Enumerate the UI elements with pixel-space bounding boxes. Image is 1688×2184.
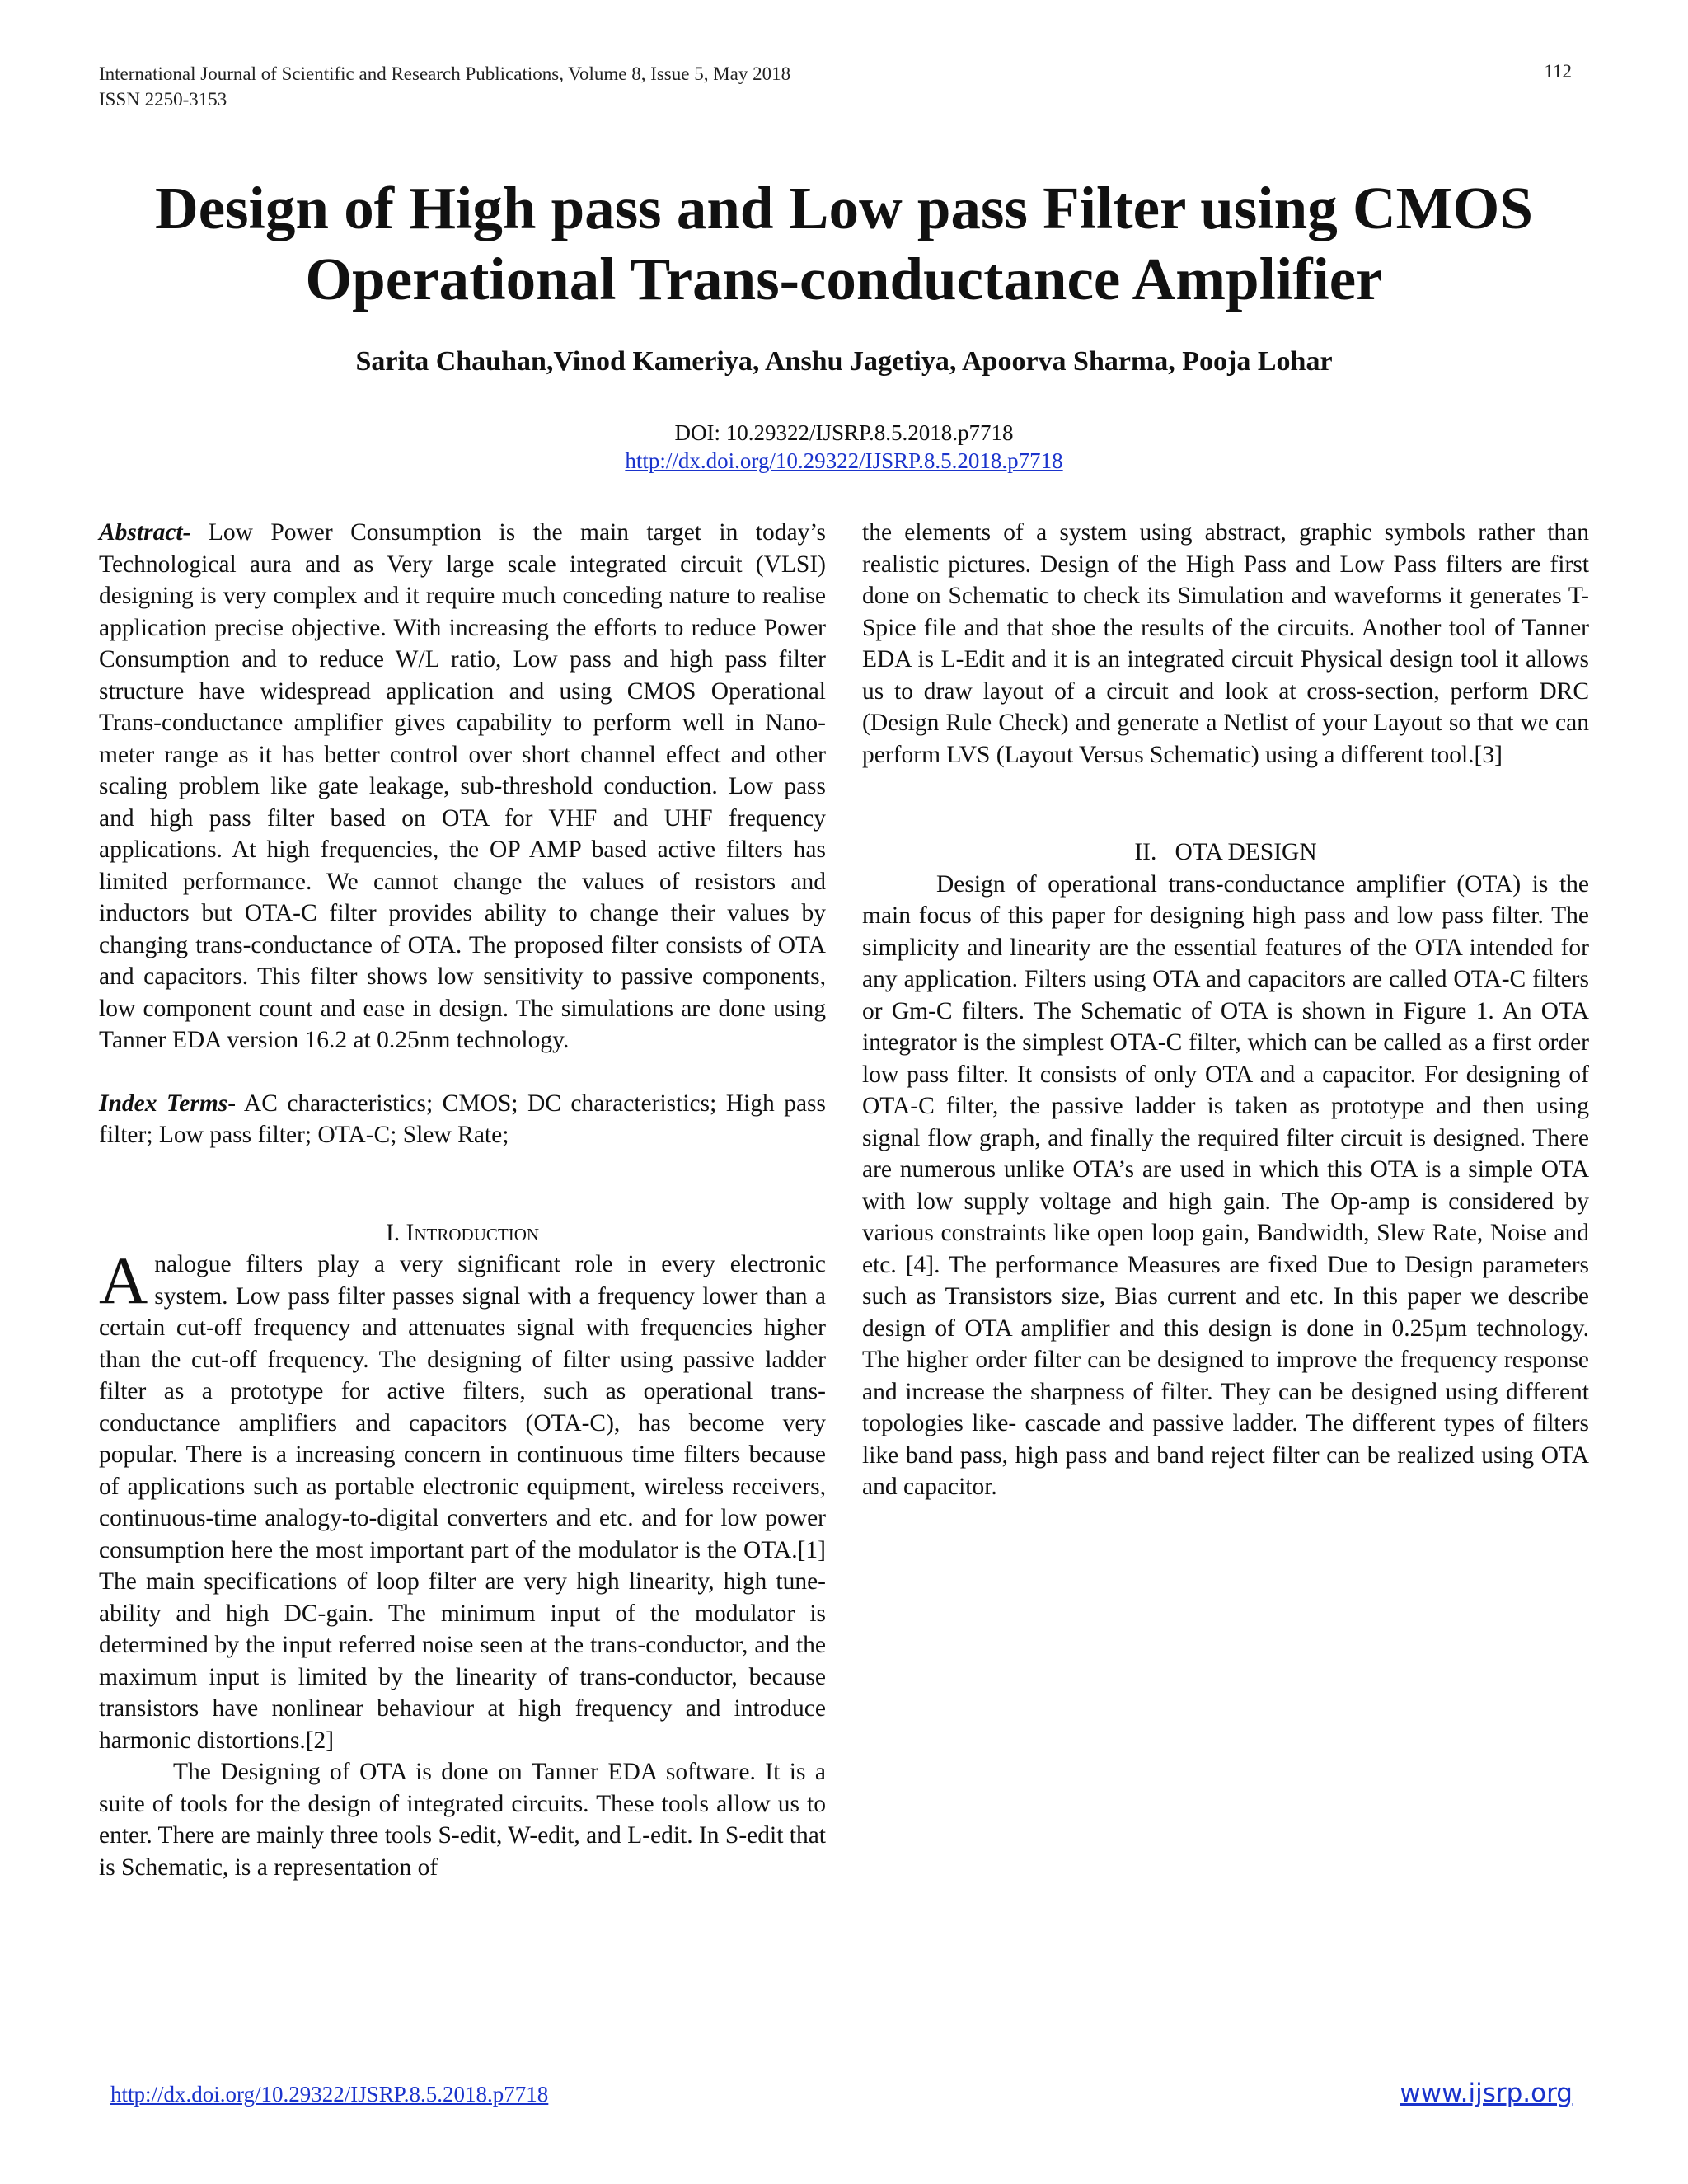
running-header — [99, 61, 790, 112]
intro-paragraph-2: The Designing of OTA is done on Tanner EDA software. It is a suite of tools for the design of integrated circuits. These tools allow us to enter. There are mainly three tools S-edit, W-edit, and L-edit. In S-edit that is Schematic, is a representation of — [99, 1759, 827, 1881]
author-list: Sarita Chauhan,Vinod Kameriya, Anshu Jagetiya, Apoorva Sharma, Pooja Lohar — [355, 346, 1333, 377]
title-line-2: Operational Trans-conductance Amplifier — [305, 246, 1383, 312]
section-title: Introduction — [406, 1219, 540, 1246]
intro-paragraph-2-continued: the elements of a system using abstract, graphic symbols rather than realistic pictures. Design of the High Pass and Low Pass filters are first done on Schematic to check its Simulation and waveforms it generates T-Spice file and that shoe the results of the circuits. Another tool of Tanner EDA is L-Edit and it is an integrated circuit Physical design tool it allows us to draw layout of a circuit and look at cross-section, perform DRC (Design Rule Check) and generate a Netlist of your Layout so that we can perform LVS (Layout Versus Schematic) using a different tool.[3] — [862, 519, 1589, 768]
abstract-label: Abstract- — [99, 519, 191, 546]
abstract — [99, 517, 826, 1057]
section-title: OTA DESIGN — [1175, 839, 1317, 865]
ota-design-paragraph: Design of operational trans-conductance amplifier (OTA) is the main focus of this paper for designing high pass and low pass filter. The simplicity and linearity are the essential features of the OTA intended for any application. Filters using OTA and capacitors are called OTA-C filters or Gm-C filters. The Schematic of OTA is shown in Figure 1. An OTA integrator is the simplest OTA-C filter, which can be called as a first order low pass filter. It consists of only OTA and a capacitor. For designing of OTA-C filter, the passive ladder is taken as prototype and then using signal flow graph, and finally the required filter circuit is designed. There are numerous unlike OTA’s are used in which this OTA is a simple OTA with low supply voltage and high gain. The Op-amp is considered by various constraints like open loop gain, Bandwidth, Slew Rate, Noise and etc. [4]. The performance Measures are fixed Due to Design parameters such as Transistors size, Bias current and etc. In this paper we describe design of OTA amplifier and this design is done in 0.25µm technology. The higher order filter can be designed to improve the frequency response and increase the sharpness of filter. They can be designed using different topologies like- cascade and passive ladder. The different types of filters like band pass, high pass and band reject filter can be realized using OTA and capacitor. — [862, 870, 1589, 1500]
intro-paragraph-1 — [99, 1243, 826, 1756]
section-number: II. — [1134, 839, 1157, 865]
index-terms-text: - AC characteristics; CMOS; DC characteristics; High pass filter; Low pass filter; OTA-C; Slew Rate; — [99, 1090, 826, 1148]
journal-line: International Journal of Scientific and Research Publications, Volume 8, Issue 5, May 2018 — [99, 63, 791, 84]
index-terms-label: Index Terms — [99, 1090, 228, 1117]
title-line-1: Design of High pass and Low pass Filter using CMOS — [155, 175, 1533, 241]
doi-block — [99, 419, 1589, 475]
page-number: 112 — [1544, 61, 1572, 82]
index-terms — [99, 1088, 826, 1151]
issn: ISSN 2250-3153 — [99, 89, 227, 110]
footer-doi-link[interactable]: http://dx.doi.org/10.29322/IJSRP.8.5.2018.p7718 — [110, 2082, 549, 2107]
abstract-text: Low Power Consumption is the main target in today’s Technological aura and as Very large scale integrated circuit (VLSI) designing is very complex and it require much conceding nature to realise application precise objective. With increasing the efforts to reduce Power Consumption and to reduce W/L ratio, Low pass and high pass filter structure have widespread application and using CMOS Operational Trans-conductance amplifier gives capability to perform well in Nano-meter range as it has better control over short channel effect and other scaling problem like gate leakage, sub-threshold conduction. Low pass and high pass filter based on OTA for VHF and UHF frequency applications. At high frequencies, the OP AMP based active filters has limited performance. We cannot change the values of resistors and inductors but OTA-C filter provides ability to change their values by changing trans-conductance of OTA. The proposed filter consists of OTA and capacitors. This filter shows low sensitivity to passive components, low component count and ease in design. The simulations are done using Tanner EDA version 16.2 at 0.25nm technology. — [99, 519, 826, 1053]
paper-title — [99, 173, 1589, 315]
section-heading-introduction — [99, 1217, 826, 1249]
doi-link[interactable]: http://dx.doi.org/10.29322/IJSRP.8.5.2018.p7718 — [625, 448, 1063, 473]
drop-cap: A — [99, 1243, 148, 1318]
intro-paragraph-1-text: nalogue filters play a very significant role in every electronic system. Low pass filter passes signal with a frequency lower than a certain cut-off frequency and attenuates signal with frequencies higher than the cut-off frequency. The designing of filter using passive ladder filter as a prototype for active filters, such as operational trans-conductance amplifiers and capacitors (OTA-C), has become very popular. There is a increasing concern in continuous time filters because of applications such as portable electronic equipment, wireless receivers, continuous-time analogy-to-digital converters and etc. and for low power consumption here the most important part of the modulator is the OTA.[1] The main specifications of loop filter are very high linearity, high tune-ability and high DC-gain. The minimum input of the modulator is determined by the input referred noise seen at the trans-conductor, and the maximum input is limited by the linearity of trans-conductor, because transistors have nonlinear behaviour at high frequency and introduce harmonic distortions.[2] — [99, 1251, 826, 1754]
doi-text: DOI: 10.29322/IJSRP.8.5.2018.p7718 — [674, 420, 1014, 445]
section-heading-ota-design — [862, 837, 1589, 869]
left-column — [99, 517, 826, 1883]
footer-site-link[interactable]: www.ijsrp.org — [1400, 2079, 1573, 2108]
right-column — [862, 517, 1589, 1503]
section-number: I. — [385, 1219, 401, 1246]
